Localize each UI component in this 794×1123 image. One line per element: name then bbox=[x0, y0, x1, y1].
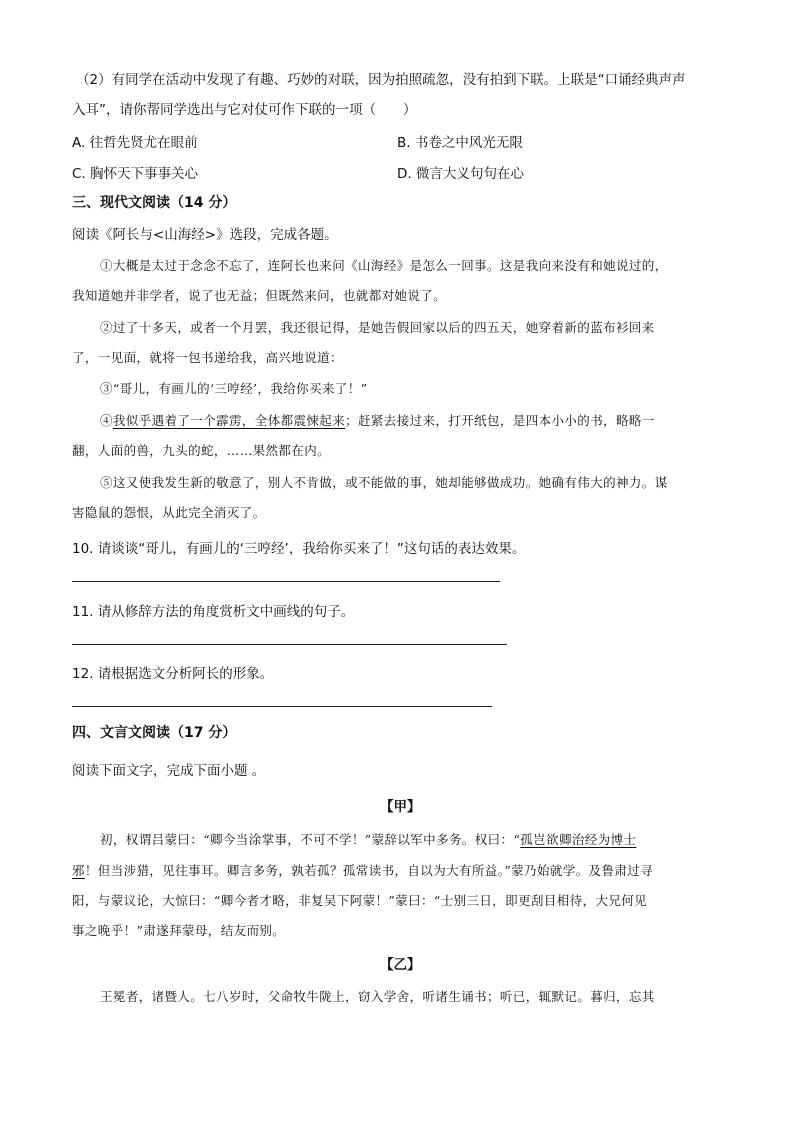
option-letter: C. bbox=[72, 166, 86, 182]
question-9-2-line2: 入耳”，请你帮同学选出与它对仗可作下联的一项（ ） bbox=[72, 102, 417, 118]
passage-jia-line4: 事之晚乎！”肃遂拜蒙母，结友而别。 bbox=[72, 923, 286, 938]
passage-text: ！但当涉猎，见往事耳。卿言多务，孰若孤？孤常读书，自以为大有所益。”蒙乃始就学。及鲁肃过寻 bbox=[84, 863, 654, 878]
passage-p2-line1: ②过了十多天，或者一个月罢，我还很记得，是她告假回家以后的四五天，她穿着新的蓝布衫回来 bbox=[100, 320, 655, 335]
answer-line-12[interactable] bbox=[72, 706, 492, 707]
section-4-title: 四、文言文阅读（17 分） bbox=[72, 725, 237, 741]
option-letter: A. bbox=[72, 135, 86, 151]
passage-p3: ③“哥儿，有画儿的‘三哼经’，我给你买来了！” bbox=[100, 381, 368, 396]
answer-line-11[interactable] bbox=[72, 644, 507, 645]
passage-p1-line2: 我知道她并非学者，说了也无益；但既然来问，也就都对她说了。 bbox=[72, 288, 447, 303]
passage-jia-line2 bbox=[72, 861, 653, 879]
passage-p4-line2: 翻，人面的兽，九头的蛇，……果然都在内。 bbox=[72, 443, 331, 458]
passage-p4-line1 bbox=[100, 411, 655, 429]
passage-text: 初，权谓吕蒙曰：“卿今当涂掌事，不可不学！”蒙辞以军中多务。权曰：“ bbox=[100, 832, 521, 847]
option-c bbox=[72, 162, 198, 182]
option-text: 胸怀天下事事关心 bbox=[90, 166, 199, 182]
question-12: 12. 请根据选文分析阿长的形象。 bbox=[72, 666, 274, 682]
paragraph-number: ④ bbox=[100, 413, 113, 428]
option-b bbox=[397, 131, 523, 151]
passage-jia-line1 bbox=[100, 830, 636, 848]
option-a bbox=[72, 131, 198, 151]
option-text: 往哲先贤尤在眼前 bbox=[89, 135, 198, 151]
option-letter: D. bbox=[397, 166, 412, 182]
answer-line-10[interactable] bbox=[72, 581, 500, 582]
question-10: 10. 请谈谈“哥儿，有画儿的‘三哼经’，我给你买来了！”这句话的表达效果。 bbox=[72, 541, 526, 557]
option-text: 书卷之中风光无限 bbox=[414, 135, 523, 151]
question-9-2-line1: （2）有同学在活动中发现了有趣、巧妙的对联，因为拍照疏忽，没有拍到下联。上联是“口诵经典声声 bbox=[76, 72, 686, 88]
passage-p2-line2: 了，一见面，就将一包书递给我，高兴地说道： bbox=[72, 350, 343, 365]
option-letter: B. bbox=[397, 135, 411, 151]
passage-text: ；赶紧去接过来，打开纸包，是四本小小的书，略略一 bbox=[345, 413, 655, 428]
passage-p5-line2: 害隐鼠的怨恨，从此完全消灭了。 bbox=[72, 505, 266, 520]
underlined-sentence: 孤岂欲卿治经为博士 bbox=[520, 832, 637, 847]
option-text: 微言大义句句在心 bbox=[415, 166, 524, 182]
section-3-title: 三、现代文阅读（14 分） bbox=[72, 195, 237, 211]
passage-jia-line3: 阳，与蒙议论，大惊曰：“卿今者才略，非复吴下阿蒙！”蒙曰：“士别三日，即更刮目相待，大兄何见 bbox=[72, 893, 648, 908]
passage-p5-line1: ⑤这又使我发生新的敬意了，别人不肯做，或不能做的事，她却能够做成功。她确有伟大的神力。谋 bbox=[100, 475, 668, 490]
passage-p1-line1: ①大概是太过于念念不忘了，连阿长也来问《山海经》是怎么一回事。这是我向来没有和她说过的， bbox=[100, 258, 668, 273]
passage-yi-title: 【乙】 bbox=[380, 957, 421, 973]
passage-yi-line1: 王冕者，诸暨人。七八岁时，父命牧牛陇上，窃入学舍，听诸生诵书；听已，辄默记。暮归，忘其 bbox=[100, 989, 655, 1004]
underlined-sentence: 邪 bbox=[72, 863, 85, 878]
section-3-intro: 阅读《阿长与<山海经>》选段，完成各题。 bbox=[72, 227, 338, 243]
question-11: 11. 请从修辞方法的角度赏析文中画线的句子。 bbox=[72, 604, 355, 620]
option-d bbox=[397, 162, 524, 182]
passage-jia-title: 【甲】 bbox=[380, 799, 421, 815]
section-4-intro: 阅读下面文字，完成下面小题 。 bbox=[72, 763, 266, 779]
underlined-sentence: 我似乎遇着了一个霹雳，全体都震悚起来 bbox=[112, 413, 346, 428]
